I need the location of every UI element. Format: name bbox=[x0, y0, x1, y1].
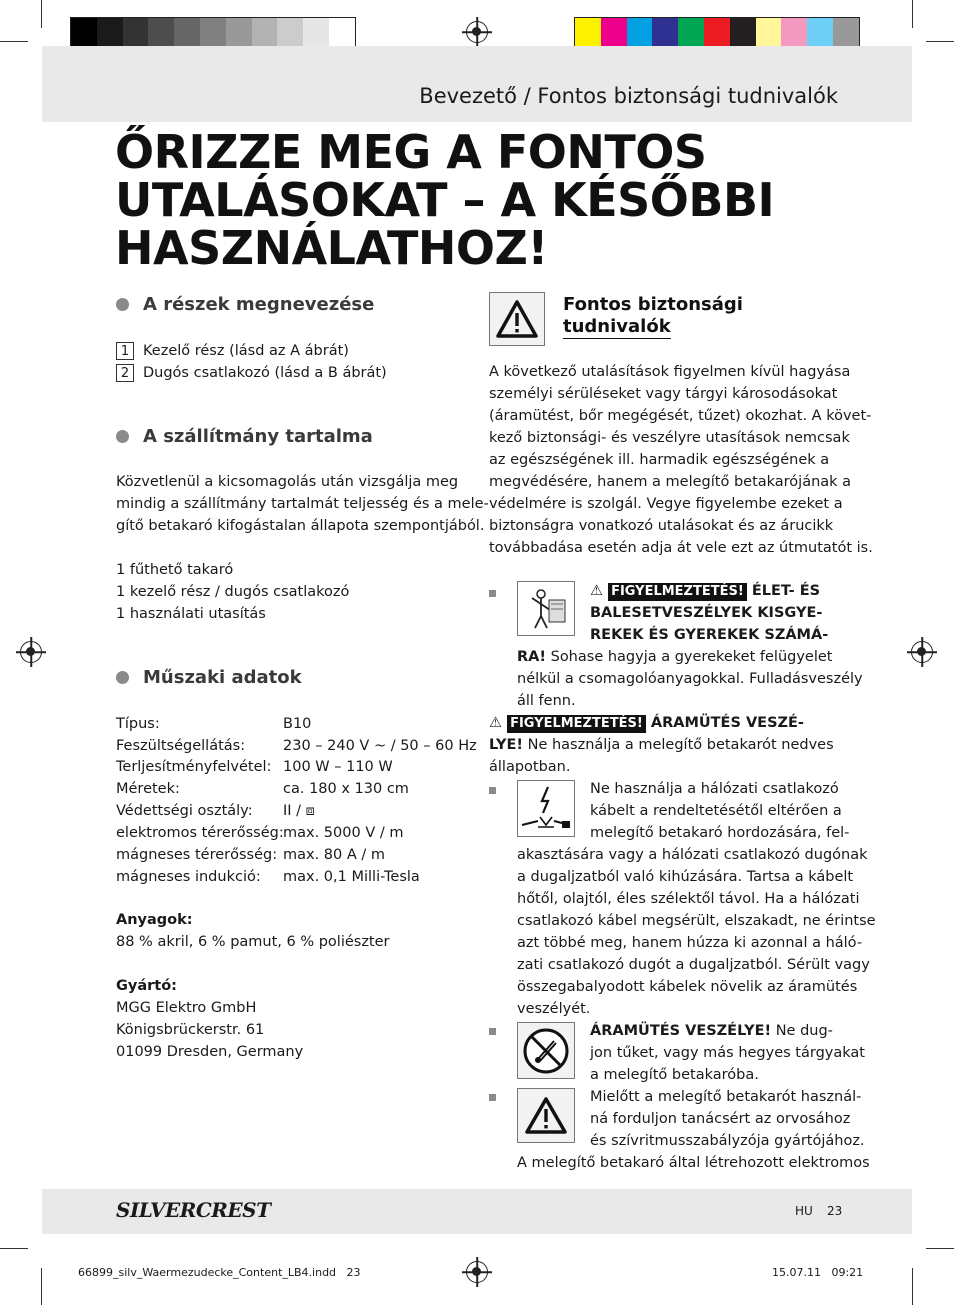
spec-value: max. 80 A / m bbox=[283, 847, 386, 863]
spec-label: mágneses térerősség: bbox=[116, 847, 278, 863]
spec-label: Típus: bbox=[116, 716, 160, 732]
color-swatch bbox=[575, 18, 601, 46]
safety-heading-line: Fontos biztonsági bbox=[563, 294, 743, 315]
materials-value: 88 % akril, 6 % pamut, 6 % poliészter bbox=[116, 934, 390, 950]
warning-3-line: akasztására vagy a hálózati csatlakozó dugónak bbox=[517, 847, 868, 863]
warning-5-line: A melegítő betakaró által létrehozott elektromos bbox=[517, 1155, 870, 1171]
warning-1-line: áll fenn. bbox=[517, 693, 576, 709]
warning-5-line: ná forduljon tanácsért az orvosához bbox=[590, 1111, 851, 1127]
crop-mark bbox=[926, 1248, 954, 1249]
crop-mark bbox=[926, 41, 954, 42]
warning-3-line: melegítő betakaró hordozására, fel- bbox=[590, 825, 850, 841]
crop-mark bbox=[0, 41, 28, 42]
warning-badge: FIGYELMEZTETÉS! bbox=[507, 715, 646, 733]
color-swatch bbox=[678, 18, 704, 46]
brand-logo: SILVERCREST bbox=[116, 1198, 271, 1222]
delivery-item: 1 fűthető takaró bbox=[116, 562, 234, 578]
warning-1-line: nélkül a csomagolóanyagokkal. Fulladásveszély bbox=[517, 671, 863, 687]
part-label: Kezelő rész (lásd az A ábrát) bbox=[143, 343, 349, 359]
warning-1-line bbox=[590, 580, 820, 602]
header-title: Bevezető / Fontos biztonsági tudnivalók bbox=[419, 84, 838, 108]
safety-heading-line: tudnivalók bbox=[563, 316, 671, 337]
gray-swatch bbox=[329, 18, 355, 46]
section-bullet-icon bbox=[116, 298, 129, 311]
registration-mark-top bbox=[466, 21, 488, 43]
section-bullet-icon bbox=[116, 671, 129, 684]
safety-intro-line: kező biztonsági- és veszélyre utasítások nemcsak bbox=[489, 430, 850, 446]
warning-4-line: jon tűket, vagy más hegyes tárgyakat bbox=[590, 1045, 865, 1061]
delivery-paragraph-line: Közvetlenül a kicsomagolás után vizsgálja meg bbox=[116, 474, 459, 490]
parts-heading: A részek megnevezése bbox=[143, 294, 375, 315]
warning-triangle-icon bbox=[517, 1088, 575, 1143]
list-bullet-icon bbox=[489, 590, 496, 597]
warning-1-line: REKEK ÉS GYEREKEK SZÁMÁ- bbox=[590, 627, 829, 643]
warning-1-text: Sohase hagyja a gyerekeket felügyelet bbox=[546, 649, 833, 665]
spec-label: mágneses indukció: bbox=[116, 869, 261, 885]
specs-heading: Műszaki adatok bbox=[143, 667, 302, 688]
warning-3-line: kábelt a rendeltetésétől eltérően a bbox=[590, 803, 842, 819]
file-slug: 66899_silv_Waermezudecke_Content_LB4.indd 23 bbox=[78, 1266, 361, 1279]
gray-swatch bbox=[123, 18, 149, 46]
grayscale-calibration-bar bbox=[70, 17, 356, 47]
delivery-item: 1 kezelő rész / dugós csatlakozó bbox=[116, 584, 350, 600]
warning-4-line bbox=[590, 1020, 833, 1042]
crop-mark bbox=[41, 0, 42, 28]
warning-2-line bbox=[489, 734, 834, 756]
part-number: 2 bbox=[116, 364, 134, 382]
registration-mark-right bbox=[911, 641, 933, 663]
color-swatch bbox=[730, 18, 756, 46]
list-bullet-icon bbox=[489, 1094, 496, 1101]
gray-swatch bbox=[174, 18, 200, 46]
warning-triangle-icon: ⚠ bbox=[489, 715, 502, 731]
warning-2-lye: LYE! bbox=[489, 737, 523, 753]
crop-mark bbox=[912, 0, 913, 28]
warning-badge: FIGYELMEZTETÉS! bbox=[608, 583, 747, 601]
color-swatch bbox=[601, 18, 627, 46]
spec-value: 230 – 240 V ~ / 50 – 60 Hz bbox=[283, 738, 477, 754]
safety-intro-line: személyi sérüléseket vagy tárgyi károsodásokat bbox=[489, 386, 838, 402]
warning-3-line: veszélyét. bbox=[517, 1001, 591, 1017]
warning-triangle-icon: ⚠ bbox=[590, 583, 603, 599]
warning-4-line: a melegítő betakaróba. bbox=[590, 1067, 759, 1083]
gray-swatch bbox=[303, 18, 329, 46]
spec-value: max. 0,1 Milli-Tesla bbox=[283, 869, 420, 885]
spec-value: ca. 180 x 130 cm bbox=[283, 781, 409, 797]
warning-3-line: csatlakozó kábel megsérült, elszakadt, ne érintse bbox=[517, 913, 876, 929]
color-swatch bbox=[704, 18, 730, 46]
part-label: Dugós csatlakozó (lásd a B ábrát) bbox=[143, 365, 387, 381]
safety-intro-line: (áramütést, bőr megégését, tűzet) okozhat. A követ- bbox=[489, 408, 872, 424]
warning-3-line: a dugaljzatból való kihúzására. Tartsa a kábelt bbox=[517, 869, 854, 885]
gray-swatch bbox=[200, 18, 226, 46]
registration-mark-left bbox=[20, 641, 42, 663]
maker-label: Gyártó: bbox=[116, 978, 177, 994]
warning-3-line: összegabalyodott kábelek növelik az áramütés bbox=[517, 979, 858, 995]
spec-value: 100 W – 110 W bbox=[283, 759, 393, 775]
color-swatch bbox=[781, 18, 807, 46]
maker-line: MGG Elektro GmbH bbox=[116, 1000, 257, 1016]
maker-line: Königsbrückerstr. 61 bbox=[116, 1022, 265, 1038]
warning-2-text: Ne használja a melegítő betakarót nedves bbox=[523, 737, 834, 753]
warning-3-line: hőtől, olajtól, éles szélektől távol. Ha a hálózati bbox=[517, 891, 860, 907]
safety-intro-line: továbbadása esetén adja át vele ezt az útmutatót is. bbox=[489, 540, 873, 556]
safety-intro-line: A következő utalásítások figyelmen kívül hagyása bbox=[489, 364, 851, 380]
spec-value: II / ⧈ bbox=[283, 803, 315, 819]
safety-intro-line: megvédésére, hanem a melegítő betakarójának a bbox=[489, 474, 852, 490]
warning-4-text: Ne dug- bbox=[771, 1023, 833, 1039]
spec-value: B10 bbox=[283, 716, 312, 732]
safety-heading bbox=[563, 294, 743, 339]
crop-mark bbox=[912, 1268, 913, 1305]
gray-swatch bbox=[226, 18, 252, 46]
warning-2-line bbox=[489, 712, 804, 734]
print-date: 15.07.11 09:21 bbox=[772, 1266, 864, 1279]
page-number: 23 bbox=[827, 1204, 843, 1218]
spec-label: Terljesítményfelvétel: bbox=[116, 759, 272, 775]
maker-line: 01099 Dresden, Germany bbox=[116, 1044, 304, 1060]
color-swatch bbox=[627, 18, 653, 46]
list-bullet-icon bbox=[489, 1028, 496, 1035]
warning-1-line: BALESETVESZÉLYEK KISGYE- bbox=[590, 605, 823, 621]
delivery-item: 1 használati utasítás bbox=[116, 606, 266, 622]
warning-3-line: azt többé meg, hanem húzza ki azonnal a háló- bbox=[517, 935, 863, 951]
warning-1-line bbox=[517, 646, 832, 668]
materials-label: Anyagok: bbox=[116, 912, 193, 928]
list-bullet-icon bbox=[489, 787, 496, 794]
warning-triangle-icon bbox=[489, 292, 545, 346]
page-title: ŐRIZZE MEG A FONTOS UTALÁSOKAT – A KÉSŐBBI HASZNÁLATHOZ! bbox=[115, 125, 775, 275]
warning-3-line: Ne használja a hálózati csatlakozó bbox=[590, 781, 839, 797]
section-bullet-icon bbox=[116, 430, 129, 443]
warning-2-line: állapotban. bbox=[489, 759, 571, 775]
spec-label: Feszültségellátás: bbox=[116, 738, 246, 754]
warning-1-title: ÉLET- ÉS bbox=[751, 583, 821, 599]
gray-swatch bbox=[71, 18, 97, 46]
color-swatch bbox=[652, 18, 678, 46]
color-swatch bbox=[833, 18, 859, 46]
warning-1-ra: RA! bbox=[517, 649, 546, 665]
safety-intro-line: biztonságra vonatkozó utalásokat és az árucikk bbox=[489, 518, 834, 534]
gray-swatch bbox=[148, 18, 174, 46]
color-swatch bbox=[756, 18, 782, 46]
gray-swatch bbox=[252, 18, 278, 46]
spec-label: elektromos térerősség: bbox=[116, 825, 284, 841]
crop-mark bbox=[0, 1248, 28, 1249]
gray-swatch bbox=[277, 18, 303, 46]
part-number: 1 bbox=[116, 342, 134, 360]
delivery-paragraph-line: mindig a szállítmány tartalmát teljesség és a mele- bbox=[116, 496, 489, 512]
delivery-paragraph-line: gítő betakaró kifogástalan állapota szempontjából. bbox=[116, 518, 485, 534]
warning-3-line: zati csatlakozó dugót a dugaljzatból. Sérült vagy bbox=[517, 957, 870, 973]
registration-mark-bottom bbox=[466, 1261, 488, 1283]
spec-label: Védettségi osztály: bbox=[116, 803, 253, 819]
spec-value: max. 5000 V / m bbox=[283, 825, 404, 841]
safety-intro-line: az egészségének ill. harmadik egészségének a bbox=[489, 452, 830, 468]
color-calibration-bar bbox=[574, 17, 860, 47]
gray-swatch bbox=[97, 18, 123, 46]
cable-shock-icon bbox=[517, 780, 575, 837]
color-swatch bbox=[807, 18, 833, 46]
warning-5-line: Mielőtt a melegítő betakarót használ- bbox=[590, 1089, 862, 1105]
warning-5-line: és szívritmusszabályzója gyártójához. bbox=[590, 1133, 865, 1149]
delivery-heading: A szállítmány tartalma bbox=[143, 426, 373, 447]
safety-intro-line: védelmére is szolgál. Vegye figyelembe ezeket a bbox=[489, 496, 843, 512]
no-pins-icon bbox=[517, 1022, 575, 1079]
language-code: HU bbox=[795, 1204, 813, 1218]
warning-4-title: ÁRAMÜTÉS VESZÉLYE! bbox=[590, 1023, 772, 1039]
child-warning-icon bbox=[517, 581, 575, 636]
crop-mark bbox=[41, 1268, 42, 1305]
spec-label: Méretek: bbox=[116, 781, 180, 797]
warning-2-title: ÁRAMÜTÉS VESZÉ- bbox=[650, 715, 804, 731]
